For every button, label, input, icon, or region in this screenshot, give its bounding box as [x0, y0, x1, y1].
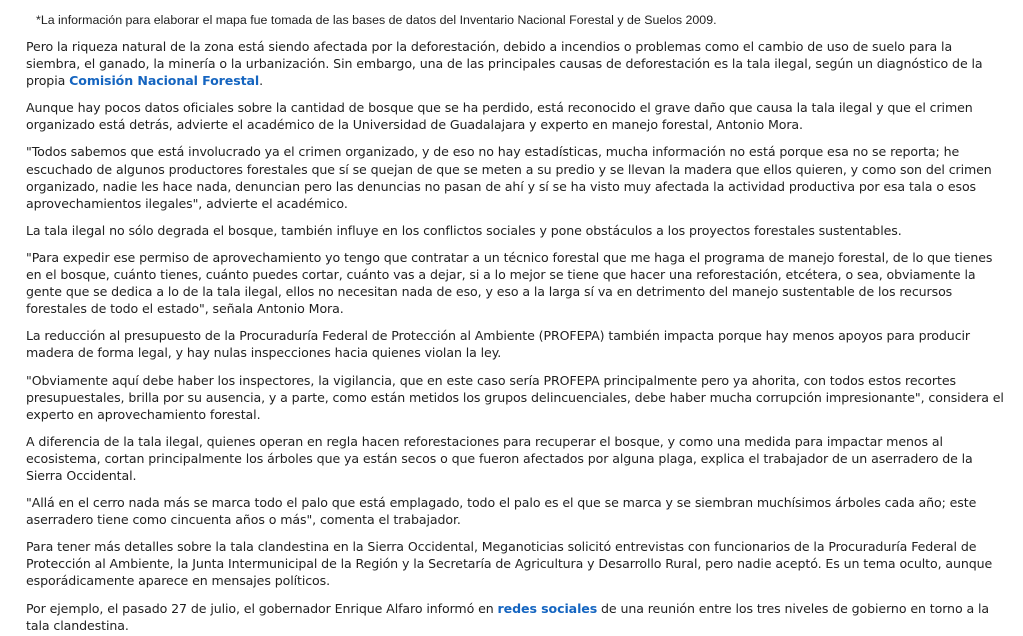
link-comision-nacional-forestal[interactable]: Comisión Nacional Forestal: [69, 73, 260, 89]
paragraph-quote-inspectors: "Obviamente aquí debe haber los inspectores, la vigilancia, que en este caso sería PROFEPA principalmente pero ya ahorita, con todos estos recortes presupuestales, brilla por su ausencia, y a parte, como están metidos los grupos delincuenciales, debe haber mucha corrupción impresionante", considera el experto en aprovechamiento forestal.: [26, 372, 1004, 422]
map-source-footnote: *La información para elaborar el mapa fue tomada de las bases de datos del Inventario Nacional Forestal y de Suelos 2009.: [36, 13, 717, 27]
paragraph-social-conflicts: La tala ilegal no sólo degrada el bosque, también influye en los conflictos sociales y pone obstáculos a los proyectos forestales sustentables.: [26, 222, 902, 238]
paragraph-deforestation: [26, 38, 1009, 89]
paragraph-text-after: .: [259, 73, 264, 89]
paragraph-quote-permit: "Para expedir ese permiso de aprovechamiento yo tengo que contratar a un técnico forestal que me haga el programa de manejo forestal, de lo que tienes en el bosque, cuánto tienes, cuánto puedes cortar, cuánto vas a dejar, si a lo mejor se tiene que hacer una reforestación, etcétera, o sea, obviamente la gente que se dedica a lo de la tala ilegal, ellos no necesitan nada de eso, y eso a la larga sí va en detrimento del manejo sustentable de los recursos forestales de todo el estado", señala Antonio Mora.: [26, 249, 993, 317]
paragraph-text-after: de una reunión entre los tres niveles de gobierno en torno a la tala clandestina.: [26, 600, 989, 633]
paragraph-text: Pero la riqueza natural de la zona está siendo afectada por la deforestación, debido a incendios o problemas como el cambio de uso de suelo para la siembra, el ganado, la minería o la urbanización. Sin embargo, una de las principales causas de deforestación es la tala ilegal, según un diagnóstico de la propia: [26, 39, 983, 89]
paragraph-quote-sawmill: "Allá en el cerro nada más se marca todo el palo que está emplagado, todo el palo es el que se marca y se siembran muchísimos árboles cada año; este aserradero tiene como cincuenta años o más", comenta el trabajador.: [26, 495, 977, 528]
link-redes-sociales[interactable]: redes sociales: [497, 600, 598, 616]
paragraph-quote-crime: "Todos sabemos que está involucrado ya el crimen organizado, y de eso no hay estadísticas, mucha información no está porque esa no se reporta; he escuchado de algunos productores forestales que sí se quejan de que se meten a su predio y se llevan la madera que ellos quieren, y como son del crimen organizado, nadie les hace nada, denuncian pero las denuncias no pasan de ahí y sí se ha visto muy afectada la actividad productiva por esa tala o esos aprovechamientos ilegales", advierte el académico.: [26, 144, 992, 211]
paragraph-profepa-budget: La reducción al presupuesto de la Procuraduría Federal de Protección al Ambiente (PROFEPA) también impacta porque hay menos apoyos para producir madera de forma legal, y hay nulas inspecciones hacia quienes violan la ley.: [26, 328, 970, 361]
paragraph-text: Por ejemplo, el pasado 27 de julio, el gobernador Enrique Alfaro informó en: [26, 600, 498, 616]
paragraph-legal-operators: A diferencia de la tala ilegal, quienes operan en regla hacen reforestaciones para recuperar el bosque, y como una medida para impactar menos al ecosistema, cortan principalmente los árboles que ya están secos o que fueron afectados por alguna plaga, explica el trabajador de un aserradero de la Sierra Occidental.: [26, 433, 973, 483]
paragraph-governor-meeting: [26, 600, 1009, 634]
paragraph-official-data: Aunque hay pocos datos oficiales sobre la cantidad de bosque que se ha perdido, está reconocido el grave daño que causa la tala ilegal y que el crimen organizado está detrás, advierte el académico de la Universidad de Guadalajara y experto en manejo forestal, Antonio Mora.: [26, 100, 973, 133]
paragraph-interview-requests: Para tener más detalles sobre la tala clandestina en la Sierra Occidental, Meganoticias solicitó entrevistas con funcionarios de la Procuraduría Federal de Protección al Ambiente, la Junta Intermunicipal de la Región y la Secretaría de Agricultura y Desarrollo Rural, pero nadie aceptó. Es un tema oculto, aunque esporádicamente aparece en mensajes políticos.: [26, 539, 993, 589]
